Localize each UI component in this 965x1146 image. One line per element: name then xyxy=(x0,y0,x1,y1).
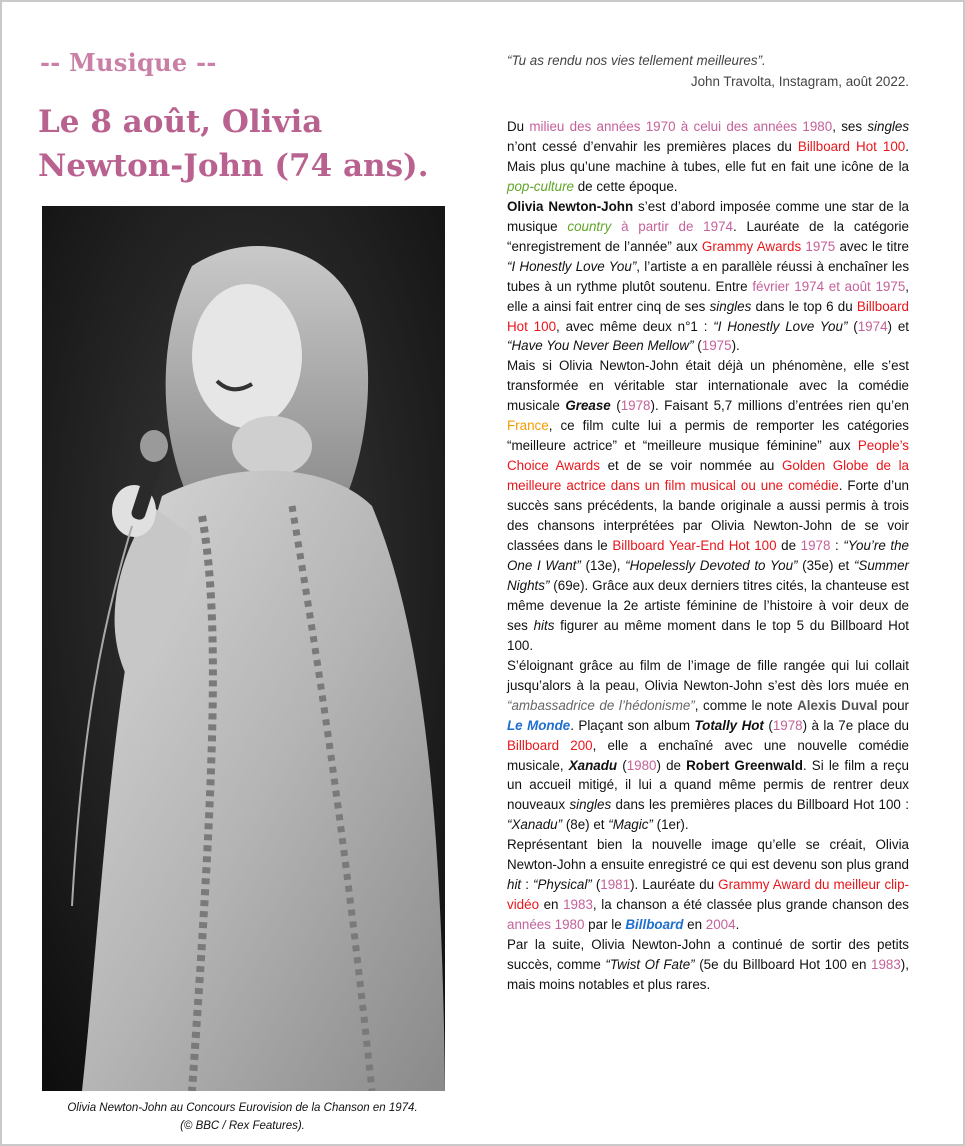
text-run: , avec même deux n°1 : xyxy=(556,318,714,334)
text-run: ( xyxy=(693,338,702,354)
text-run: “Summer Nights” xyxy=(507,557,909,593)
text-run: Grammy Award du meilleur clip-vidéo xyxy=(507,877,909,913)
text-run: “Hopelessly Devoted to You” xyxy=(625,557,798,573)
text-run: 1978 xyxy=(620,398,651,414)
text-run: ). xyxy=(731,338,740,354)
text-run: Grease xyxy=(565,398,611,414)
text-run: S’éloignant grâce au film de l’image de fille rangée qui lui collait jusqu’alors à la peau, Olivia Newton-John s’est dès lors muée en xyxy=(507,657,909,693)
text-run: : xyxy=(521,877,533,893)
text-run: singles xyxy=(709,298,752,314)
text-run: “Physical” xyxy=(532,877,592,893)
text-run: pour xyxy=(877,697,909,713)
text-run: dans le top 6 du xyxy=(751,298,857,314)
text-run: figurer au même moment dans le top 5 du Billboard Hot 100. xyxy=(507,617,909,653)
text-run: hit xyxy=(507,877,522,893)
text-run: en xyxy=(683,917,706,933)
text-run: (8e) et xyxy=(562,817,609,833)
text-run: 1975 xyxy=(805,238,836,254)
text-run: 1981 xyxy=(600,877,631,893)
page-title: Le 8 août, Olivia Newton-John (74 ans). xyxy=(38,104,429,184)
text-run: , l’artiste a en parallèle réussi à enchaîner les tubes à un rythme plutôt soutenu. Entre xyxy=(507,258,910,294)
text-run: ) de xyxy=(656,757,687,773)
caption-credit: (© BBC / Rex Features). xyxy=(180,1120,305,1132)
text-run: , ce film culte lui a permis de remporter les catégories “meilleure actrice” et “meilleure musique féminine” aux xyxy=(507,418,909,454)
text-run: People’s Choice Awards xyxy=(507,438,909,474)
text-run: n’ont cessé d’envahir les premières places du xyxy=(507,138,798,154)
text-run: Totally Hot xyxy=(694,717,764,733)
text-run xyxy=(611,219,621,234)
quote-source: John Travolta, Instagram, août 2022. xyxy=(690,74,909,89)
text-run: (5e du Billboard Hot 100 en xyxy=(694,957,871,973)
paragraph xyxy=(507,117,909,197)
text-run: , la chanson a été classée plus grande chanson des xyxy=(592,897,909,913)
text-run[interactable]: Billboard xyxy=(625,917,684,933)
text-run: ) à la 7e place du xyxy=(802,717,909,733)
text-run: . Plaçant son album xyxy=(570,717,695,733)
text-run: Billboard Hot 100 xyxy=(507,298,909,334)
text-run: 1975 xyxy=(701,338,732,354)
text-run: . xyxy=(735,917,740,933)
text-run: de xyxy=(776,538,801,554)
text-run: février 1974 et août 1975 xyxy=(752,278,906,294)
text-run: Du xyxy=(507,119,530,134)
text-run: ( xyxy=(763,717,773,733)
text-run: et de se voir nommée au xyxy=(599,458,782,474)
text-run: “ambassadrice de l’hédonisme” xyxy=(507,697,695,713)
paragraph xyxy=(507,656,909,836)
paragraph xyxy=(507,935,909,995)
text-run: dans les premières places du Billboard Hot 100 : xyxy=(611,797,909,813)
text-run: 2004 xyxy=(705,917,736,933)
text-run: Billboard Hot 100 xyxy=(797,138,906,154)
text-run: ( xyxy=(591,877,601,893)
text-run: pop-culture xyxy=(507,178,574,194)
text-run: , ses xyxy=(832,119,868,134)
text-run: Par la suite, Olivia Newton-John a continué de sortir des petits succès, comme xyxy=(507,937,909,973)
text-run: de cette époque. xyxy=(574,178,678,194)
text-run: singles xyxy=(867,119,910,134)
text-run: par le xyxy=(584,917,626,933)
quote-block xyxy=(507,50,909,92)
text-run: “I Honestly Love You” xyxy=(507,258,637,274)
text-run: 1978 xyxy=(772,717,803,733)
caption-line: Olivia Newton-John au Concours Eurovision de la Chanson en 1974. xyxy=(67,1102,418,1114)
text-run: 1974 xyxy=(857,318,888,334)
text-run: . Lauréate de la catégorie “enregistrement de l’année” aux xyxy=(507,218,909,254)
text-run: France xyxy=(507,418,549,434)
paragraph xyxy=(507,356,909,655)
text-run: s’est d’abord imposée comme une star de la musique xyxy=(507,198,909,234)
text-run: 1980 xyxy=(626,757,657,773)
text-run: ), mais moins notables et plus rares. xyxy=(507,957,909,992)
text-run: 1983 xyxy=(871,957,901,973)
text-run: . Mais plus qu’une machine à tubes, elle fut en fait une icône de la xyxy=(507,138,909,174)
text-run: , comme le note xyxy=(694,697,798,713)
text-run: en xyxy=(539,897,564,913)
text-run: ( xyxy=(617,757,627,773)
text-run: Alexis Duval xyxy=(797,697,878,713)
text-run: Billboard 200 xyxy=(507,737,593,753)
text-run: “You’re the One I Want” xyxy=(507,538,909,573)
text-run: ) et xyxy=(887,318,909,334)
text-run: “Magic” xyxy=(608,817,653,833)
artist-photo xyxy=(42,206,445,1091)
paragraph xyxy=(507,835,909,935)
quote-text: “Tu as rendu nos vies tellement meilleures”. xyxy=(507,53,766,68)
text-run[interactable]: Le Monde xyxy=(507,717,571,733)
text-run: années 1980 xyxy=(507,917,585,933)
text-run: 1978 xyxy=(800,538,831,554)
text-run: “Xanadu” xyxy=(507,817,563,833)
text-run: Robert Greenwald xyxy=(686,757,803,773)
paragraph xyxy=(507,197,909,357)
text-run: hits xyxy=(533,617,555,633)
text-run: ). Faisant 5,7 millions d’entrées rien qu’en xyxy=(650,398,909,414)
text-run: Représentant bien la nouvelle image qu’elle se créait, Olivia Newton-John a ensuite enregistré ce qui est devenu son plus grand xyxy=(507,837,909,873)
photo-caption xyxy=(30,1099,455,1135)
text-run: . Si le film a reçu un accueil mitigé, il lui a quand même permis de rentrer deux nouveaux xyxy=(507,757,909,813)
text-run: Grammy Awards xyxy=(701,238,802,254)
text-run: Olivia Newton-John xyxy=(507,198,634,214)
text-run: milieu des années 1970 à celui des années 1980 xyxy=(529,119,833,134)
text-run: Mais si Olivia Newton-John était déjà un phénomène, elle s’est transformée en véritable star internationale avec la comédie musicale xyxy=(507,358,909,414)
text-run: (35e) et xyxy=(797,557,854,573)
text-run: : xyxy=(830,538,844,554)
text-run: . Forte d’un succès sans précédents, la bande originale a aussi permis à trois des chansons interprétées par Olivia Newton-John de se voir classées dans le xyxy=(507,478,909,554)
text-run: (69e). Grâce aux deux derniers titres cités, la chanteuse est même devenue la 2e artiste féminine de l’histoire à voir deux de ses xyxy=(507,577,909,633)
text-run: singles xyxy=(569,797,612,813)
text-run: Xanadu xyxy=(568,757,618,773)
text-run: à partir de 1974 xyxy=(621,218,733,234)
text-run: Billboard Year-End Hot 100 xyxy=(612,538,777,554)
text-run: 1983 xyxy=(563,897,593,913)
text-run: ). Lauréate du xyxy=(630,877,719,893)
section-label: -- Musique -- xyxy=(40,48,217,77)
text-run: Golden Globe de la meilleure actrice dans un film musical ou une comédie xyxy=(507,458,910,494)
text-run: avec le titre xyxy=(835,238,909,254)
text-run: , elle a enchaîné avec une nouvelle comédie musicale, xyxy=(507,737,910,773)
text-run: (1er). xyxy=(652,817,689,833)
text-run: “Have You Never Been Mellow” xyxy=(507,338,694,354)
text-run: ( xyxy=(610,398,621,414)
text-run: (13e), xyxy=(580,557,626,573)
text-run: country xyxy=(567,218,612,234)
text-run: “I Honestly Love You” xyxy=(713,318,848,334)
text-run: “Twist Of Fate” xyxy=(605,957,695,973)
article-body xyxy=(507,117,909,995)
text-run: ( xyxy=(847,318,858,334)
text-run: , elle a ainsi fait entrer cinq de ses xyxy=(507,278,909,314)
